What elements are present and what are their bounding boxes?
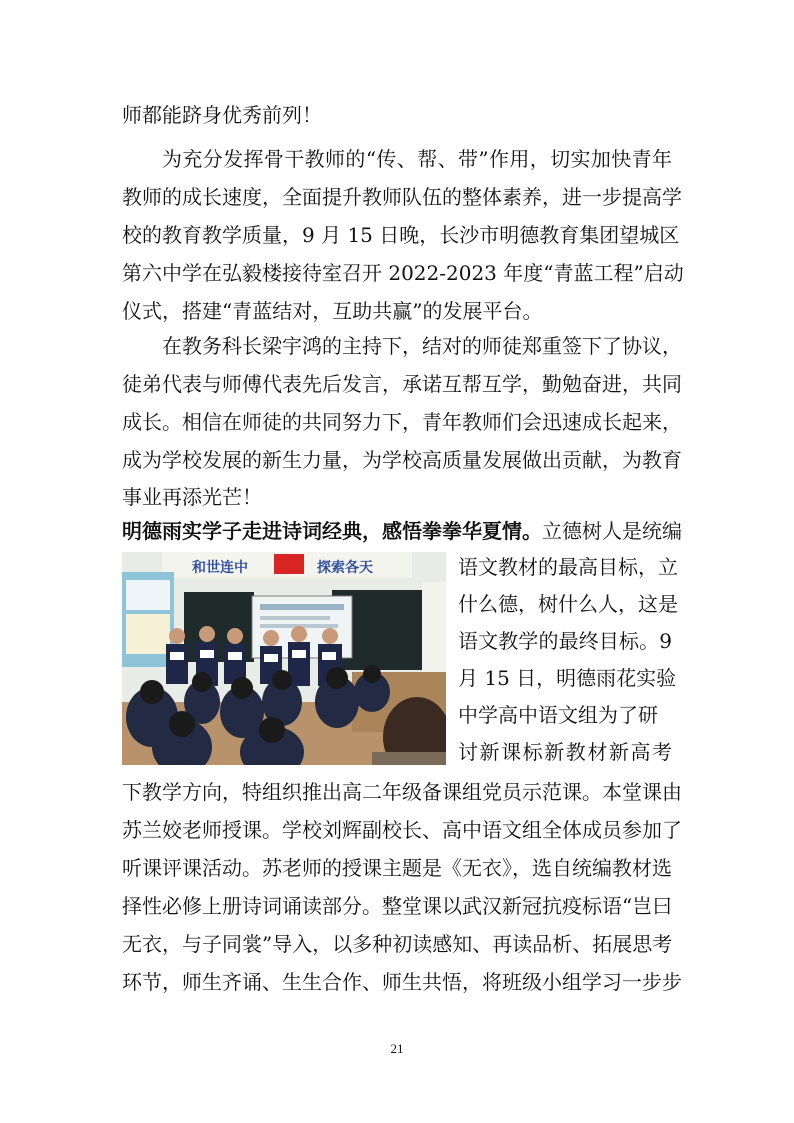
paragraph-4-line-2: 下教学方向，特组织推出高二年级备课组党员示范课。本堂课由 (122, 780, 682, 804)
paragraph-3-line-2: 徒弟代表与师傅代表先后发言，承诺互帮互学，勤勉奋进，共同 (122, 372, 682, 396)
paragraph-4-line-3: 苏兰姣老师授课。学校刘辉副校长、高中语文组全体成员参加了 (122, 818, 682, 842)
paragraph-3-line-3: 成长。相信在师徒的共同努力下，青年教师们会迅速成长起来， (122, 410, 682, 434)
paragraph-2-line-5: 仪式，搭建“青蓝结对，互助共赢”的发展平台。 (122, 299, 543, 323)
classroom-photo (122, 552, 446, 765)
wrap-line-2: 什么德，树什么人，这是 (458, 592, 678, 616)
paragraph-4-line-5: 择性必修上册诗词诵读部分。整堂课以武汉新冠抗疫标语“岂曰 (122, 894, 673, 918)
wrap-line-5: 中学高中语文组为了研 (458, 703, 658, 727)
paragraph-4-line-7: 环节，师生齐诵、生生合作、师生共悟，将班级小组学习一步步 (122, 970, 682, 994)
photo-banner-right: 探索各天 (317, 560, 373, 576)
paragraph-2-line-3: 校的教育教学质量，9 月 15 日晚，长沙市明德教育集团望城区 (122, 223, 680, 247)
wrap-line-1: 语文教材的最高目标，立 (458, 555, 678, 579)
paragraph-4-line-1-rest: 立德树人是统编 (542, 519, 682, 543)
paragraph-2-line-4: 第六中学在弘毅楼接待室召开 2022-2023 年度“青蓝工程”启动 (122, 261, 684, 285)
paragraph-2-line-1: 为充分发挥骨干教师的“传、帮、带”作用，切实加快青年 (162, 147, 672, 171)
paragraph-4-line-1 (122, 516, 682, 546)
paragraph-1-line-1: 师都能跻身优秀前列！ (122, 103, 322, 127)
section-heading: 明德雨实学子走进诗词经典，感悟拳拳华夏情。 (122, 519, 542, 543)
wrap-line-6: 讨新课标新教材新高考 (458, 740, 672, 764)
wrap-line-4: 月 15 日，明德雨花实验 (458, 666, 677, 690)
page-number: 21 (390, 1041, 404, 1056)
paragraph-3-line-1: 在教务科长梁宇鸿的主持下，结对的师徒郑重签下了协议， (162, 334, 682, 358)
paragraph-4-line-4: 听课评课活动。苏老师的授课主题是《无衣》，选自统编教材选 (122, 856, 672, 880)
paragraph-4-line-6: 无衣，与子同裳”导入，以多种初读感知、再读品析、拓展思考 (122, 932, 673, 956)
paragraph-3-line-4: 成为学校发展的新生力量，为学校高质量发展做出贡献，为教育 (122, 448, 682, 472)
paragraph-2-line-2: 教师的成长速度，全面提升教师队伍的整体素养，进一步提高学 (122, 185, 682, 209)
photo-banner-left: 和世连中 (192, 560, 248, 576)
paragraph-3-line-5: 事业再添光芒！ (122, 485, 262, 509)
wrap-line-3: 语文教学的最终目标。9 (458, 629, 672, 653)
